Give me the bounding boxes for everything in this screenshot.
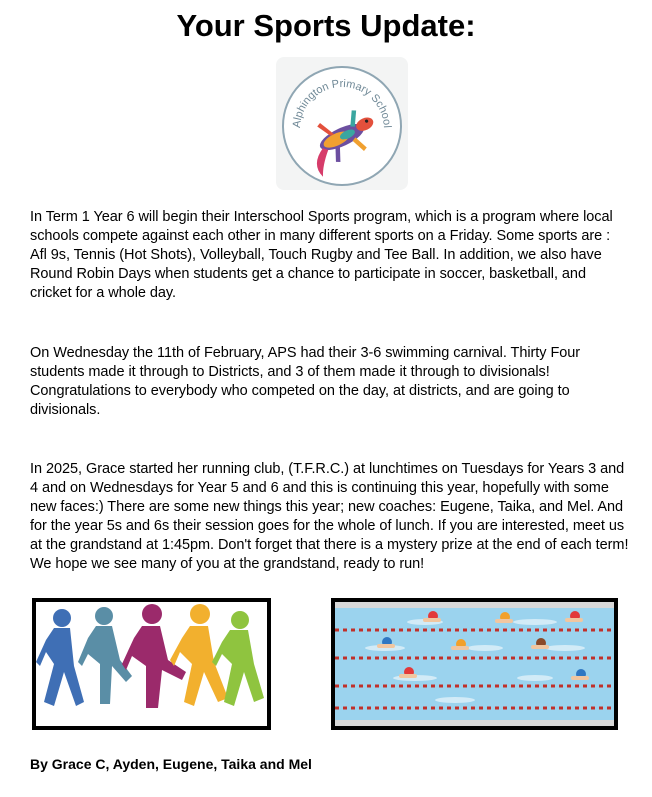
page-title: Your Sports Update: [176, 8, 476, 43]
runners-silhouette-icon [36, 602, 267, 726]
swimming-pool-icon [335, 602, 614, 726]
interschool-sports-paragraph: In Term 1 Year 6 will begin their Interschool Sports program, which is a program where local schools compete against each other in many different sports on a Friday. Some sports are : Afl 9s, Tennis (Hot Shots), Volleyball, Touch Rugby and Tee Ball. In addition, we also have Round Robin Days when students get a chance to participate in soccer, basketball, and cricket for a whole day. [30, 209, 613, 301]
runners-image [32, 598, 271, 730]
logo-text: Alphington Primary School [290, 77, 393, 129]
running-club-paragraph: In 2025, Grace started her running club, (T.F.R.C.) at lunchtimes on Tuesdays for Years 3 and 4 and on Wednesdays for Year 5 and 6 and this is continuing this year, hopefully with some new faces:) There are some new things this year; new coaches: Eugene, Taika, and Mel. And for the year 5s and 6s their session goes for the whole of lunch. If you are interested, meet us at the grandstand at 1:45pm. Don't forget that there is a mystery prize at the end of each term! We hope we see many of you at the grandstand, ready to run! [30, 461, 629, 572]
author-credit: By Grace C, Ayden, Eugene, Taika and Mel [30, 756, 312, 772]
lizard-emblem-icon [276, 57, 408, 190]
school-logo [276, 57, 408, 190]
swimming-pool-image [331, 598, 618, 730]
swimming-carnival-paragraph: On Wednesday the 11th of February, APS had their 3-6 swimming carnival. Thirty Four students made it through to Districts, and 3 of them made it through to divisionals! Congratulations to everybody who competed on the day, at districts, and are going to divisionals. [30, 345, 581, 418]
